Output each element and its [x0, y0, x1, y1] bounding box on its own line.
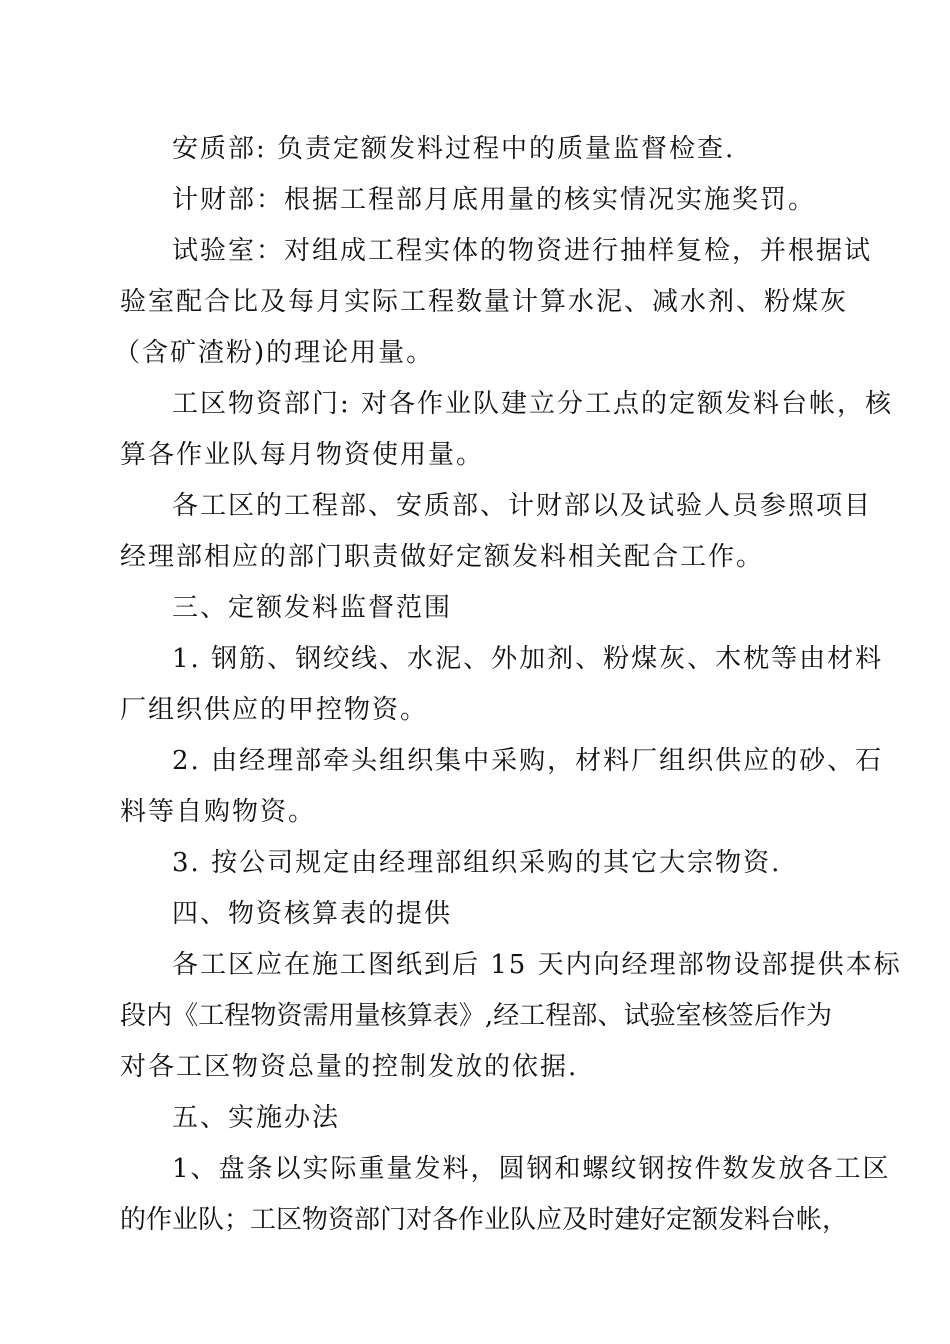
- paragraph-line: （含矿渣粉)的理论用量。: [114, 338, 435, 368]
- section-heading: 四、物资核算表的提供: [172, 899, 453, 929]
- paragraph-line: 验室配合比及每月实际工程数量计算水泥、减水剂、粉煤灰: [120, 287, 849, 317]
- paragraph-line: 对各工区物资总量的控制发放的依据.: [120, 1052, 579, 1082]
- paragraph-line: 算各作业队每月物资使用量。: [120, 440, 485, 470]
- paragraph-line: 工区物资部门: 对各作业队建立分工点的定额发料台帐，核: [172, 389, 894, 419]
- paragraph-line: 经理部相应的部门职责做好定额发料相关配合工作。: [120, 542, 765, 572]
- paragraph-line: 试验室：对组成工程实体的物资进行抽样复检，并根据试: [172, 236, 873, 266]
- paragraph-line: 2. 由经理部牵头组织集中采购，材料厂组织供应的砂、石: [172, 746, 884, 776]
- paragraph-line: 安质部: 负责定额发料过程中的质量监督检查.: [172, 134, 736, 164]
- paragraph-line: 各工区应在施工图纸到后 15 天内向经理部物设部提供本标: [172, 950, 902, 980]
- section-heading: 五、实施办法: [172, 1103, 341, 1133]
- paragraph-line: 3. 按公司规定由经理部组织采购的其它大宗物资.: [172, 848, 782, 878]
- paragraph-line: 料等自购物资。: [120, 797, 317, 827]
- section-heading: 三、定额发料监督范围: [172, 593, 453, 623]
- paragraph-line: 1、盘条以实际重量发料，圆钢和螺纹钢按件数发放各工区: [172, 1154, 891, 1184]
- paragraph-line: 的作业队；工区物资部门对各作业队应及时建好定额发料台帐，: [120, 1205, 849, 1235]
- paragraph-line: 段内《工程物资需用量核算表》,经工程部、试验室核签后作为: [120, 1001, 832, 1031]
- paragraph-line: 厂组织供应的甲控物资。: [120, 695, 429, 725]
- paragraph-line: 计财部：根据工程部月底用量的核实情况实施奖罚。: [172, 185, 817, 215]
- paragraph-line: 各工区的工程部、安质部、计财部以及试验人员参照项目: [172, 491, 873, 521]
- paragraph-line: 1. 钢筋、钢绞线、水泥、外加剂、粉煤灰、木枕等由材料: [172, 644, 884, 674]
